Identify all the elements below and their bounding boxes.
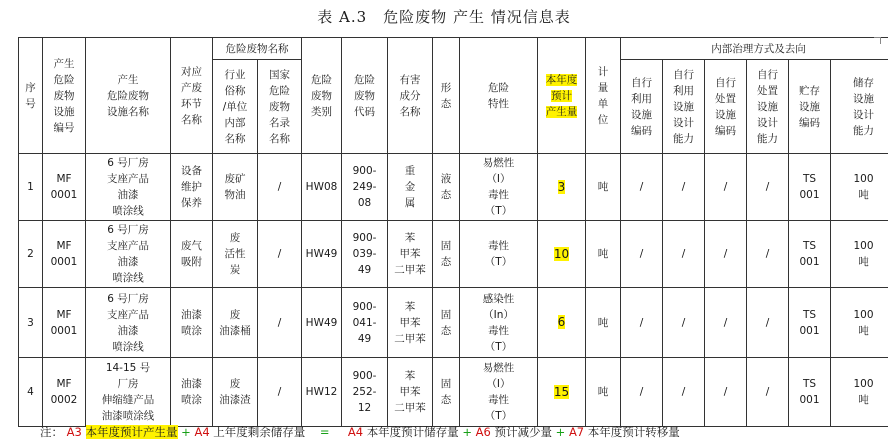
note-a3-text: 本年度预计产生量 (85, 425, 178, 439)
cell-form: 固 态 (433, 288, 460, 358)
cell-process: 油漆 喷涂 (171, 288, 213, 358)
cell-facility-name: 6 号厂房 支座产品 油漆 喷涂线 (86, 221, 171, 288)
cell-self-use-cap: / (663, 288, 705, 358)
cell-self-use-id: / (621, 221, 663, 288)
cell-harmful: 苯 甲苯 二甲苯 (388, 288, 433, 358)
header-category: 危险 废物 类别 (302, 38, 342, 154)
cell-code: 900- 039- 49 (342, 221, 388, 288)
cell-annual-output (538, 288, 586, 358)
header-self-disp-cap: 自行 处置 设施 设计 能力 (747, 60, 789, 154)
cell-common-name: 废 活性 炭 (213, 221, 258, 288)
cell-hazard: 易燃性 （I） 毒性 （T） (460, 154, 538, 221)
cell-seq: 4 (19, 358, 43, 427)
cell-self-disp-id: / (705, 288, 747, 358)
header-internal-group: 内部治理方式及去向 (621, 38, 888, 60)
cell-category: HW12 (302, 358, 342, 427)
annual-output-value: 6 (557, 315, 566, 329)
note-a7: A7 (568, 425, 585, 439)
header-form: 形 态 (433, 38, 460, 154)
cell-self-disp-cap: / (747, 358, 789, 427)
header-facility-id: 产生 危险 废物 设施 编号 (43, 38, 86, 154)
note-a7-text: 本年度预计转移量 (587, 425, 680, 439)
note-a3: A3 (66, 425, 82, 439)
annual-output-value: 10 (553, 246, 570, 261)
cell-category: HW49 (302, 288, 342, 358)
cell-facility-id: MF 0001 (43, 288, 86, 358)
cell-seq: 2 (19, 221, 43, 288)
cell-storage-id: TS 001 (789, 154, 831, 221)
cell-self-disp-id: / (705, 221, 747, 288)
cell-facility-id: MF 0001 (43, 221, 86, 288)
cell-common-name: 废矿 物油 (213, 154, 258, 221)
cell-code: 900- 249- 08 (342, 154, 388, 221)
cell-self-use-id: / (621, 154, 663, 221)
header-common-name: 行业 俗称 /单位 内部 名称 (213, 60, 258, 154)
cell-self-disp-id: / (705, 154, 747, 221)
table-header (19, 38, 888, 154)
cell-self-disp-cap: / (747, 154, 789, 221)
cell-self-disp-cap: / (747, 288, 789, 358)
header-self-disp-id: 自行 处置 设施 编码 (705, 60, 747, 154)
table-row (19, 154, 888, 221)
cell-common-name: 废 油漆渣 (213, 358, 258, 427)
cell-harmful: 苯 甲苯 二甲苯 (388, 221, 433, 288)
header-facility-name: 产生 危险废物 设施名称 (86, 38, 171, 154)
note-a4b-text: 本年度预计储存量 (366, 425, 459, 439)
header-annual-output-text: 本年度 预计 产生量 (545, 73, 578, 118)
cell-code: 900- 041- 49 (342, 288, 388, 358)
note-plus-2: + (462, 425, 472, 439)
cell-storage-id: TS 001 (789, 221, 831, 288)
cell-facility-id: MF 0001 (43, 154, 86, 221)
formula-note (40, 424, 680, 440)
cell-storage-cap: 100 吨 (831, 154, 888, 221)
note-prefix: 注： (40, 425, 63, 439)
cell-seq: 1 (19, 154, 43, 221)
header-unit: 计 量 单 位 (586, 38, 621, 154)
cell-form: 固 态 (433, 358, 460, 427)
cell-self-disp-cap: / (747, 221, 789, 288)
header-national-name: 国家 危险 废物 名录 名称 (258, 60, 302, 154)
cell-storage-cap: 100 吨 (831, 221, 888, 288)
cell-code: 900- 252- 12 (342, 358, 388, 427)
page-corner-mark (874, 37, 881, 44)
cell-self-use-id: / (621, 358, 663, 427)
annual-output-value: 15 (553, 384, 570, 399)
table-row (19, 358, 888, 427)
note-a4-text: 上年度剩余储存量 (213, 425, 306, 439)
cell-self-use-id: / (621, 288, 663, 358)
cell-hazard: 毒性 （T） (460, 221, 538, 288)
table-row (19, 221, 888, 288)
cell-facility-name: 14-15 号 厂房 伸缩缝产品 油漆喷涂线 (86, 358, 171, 427)
note-plus-3: + (555, 425, 566, 439)
cell-common-name: 废 油漆桶 (213, 288, 258, 358)
cell-storage-id: TS 001 (789, 358, 831, 427)
note-a6-text: 预计减少量 (494, 425, 552, 439)
header-storage-id: 贮存 设施 编码 (789, 60, 831, 154)
cell-national-name: / (258, 221, 302, 288)
note-a4: A4 (194, 425, 210, 439)
cell-self-use-cap: / (663, 358, 705, 427)
cell-form: 液 态 (433, 154, 460, 221)
table-title: 表 A.3 危险废物 产生 情况信息表 (317, 8, 571, 26)
cell-seq: 3 (19, 288, 43, 358)
cell-unit: 吨 (586, 221, 621, 288)
cell-self-use-cap: / (663, 154, 705, 221)
cell-self-disp-id: / (705, 358, 747, 427)
header-hazard: 危险 特性 (460, 38, 538, 154)
header-self-use-id: 自行 利用 设施 编码 (621, 60, 663, 154)
table-body (19, 154, 888, 427)
cell-process: 设备 维护 保养 (171, 154, 213, 221)
hazardous-waste-table (18, 37, 888, 427)
cell-unit: 吨 (586, 288, 621, 358)
cell-facility-name: 6 号厂房 支座产品 油漆 喷涂线 (86, 154, 171, 221)
annual-output-value: 3 (557, 179, 566, 194)
cell-category: HW08 (302, 154, 342, 221)
cell-hazard: 感染性 （In） 毒性 （T） (460, 288, 538, 358)
cell-facility-name: 6 号厂房 支座产品 油漆 喷涂线 (86, 288, 171, 358)
header-harmful: 有害 成分 名称 (388, 38, 433, 154)
header-seq: 序 号 (19, 38, 43, 154)
cell-self-use-cap: / (663, 221, 705, 288)
cell-storage-cap: 100 吨 (831, 358, 888, 427)
cell-national-name: / (258, 358, 302, 427)
cell-annual-output (538, 221, 586, 288)
cell-national-name: / (258, 154, 302, 221)
cell-storage-id: TS 001 (789, 288, 831, 358)
cell-annual-output (538, 154, 586, 221)
cell-process: 废气 吸附 (171, 221, 213, 288)
note-a4b: A4 (347, 425, 364, 439)
cell-category: HW49 (302, 221, 342, 288)
cell-unit: 吨 (586, 358, 621, 427)
header-code: 危险 废物 代码 (342, 38, 388, 154)
header-process: 对应 产废 环节 名称 (171, 38, 213, 154)
cell-unit: 吨 (586, 154, 621, 221)
header-storage-cap: 储存 设施 设计 能力 (831, 60, 888, 154)
note-plus-1: + (181, 425, 191, 439)
cell-hazard: 易燃性 （I） 毒性 （T） (460, 358, 538, 427)
cell-storage-cap: 100 吨 (831, 288, 888, 358)
header-waste-name-group: 危险废物名称 (213, 38, 302, 60)
cell-harmful: 重 金 属 (388, 154, 433, 221)
cell-harmful: 苯 甲苯 二甲苯 (388, 358, 433, 427)
cell-national-name: / (258, 288, 302, 358)
note-a6: A6 (475, 425, 491, 439)
cell-annual-output (538, 358, 586, 427)
note-equals: = (319, 425, 330, 439)
table-row (19, 288, 888, 358)
cell-process: 油漆 喷涂 (171, 358, 213, 427)
header-self-use-cap: 自行 利用 设施 设计 能力 (663, 60, 705, 154)
header-annual-output (538, 38, 586, 154)
cell-form: 固 态 (433, 221, 460, 288)
cell-facility-id: MF 0002 (43, 358, 86, 427)
